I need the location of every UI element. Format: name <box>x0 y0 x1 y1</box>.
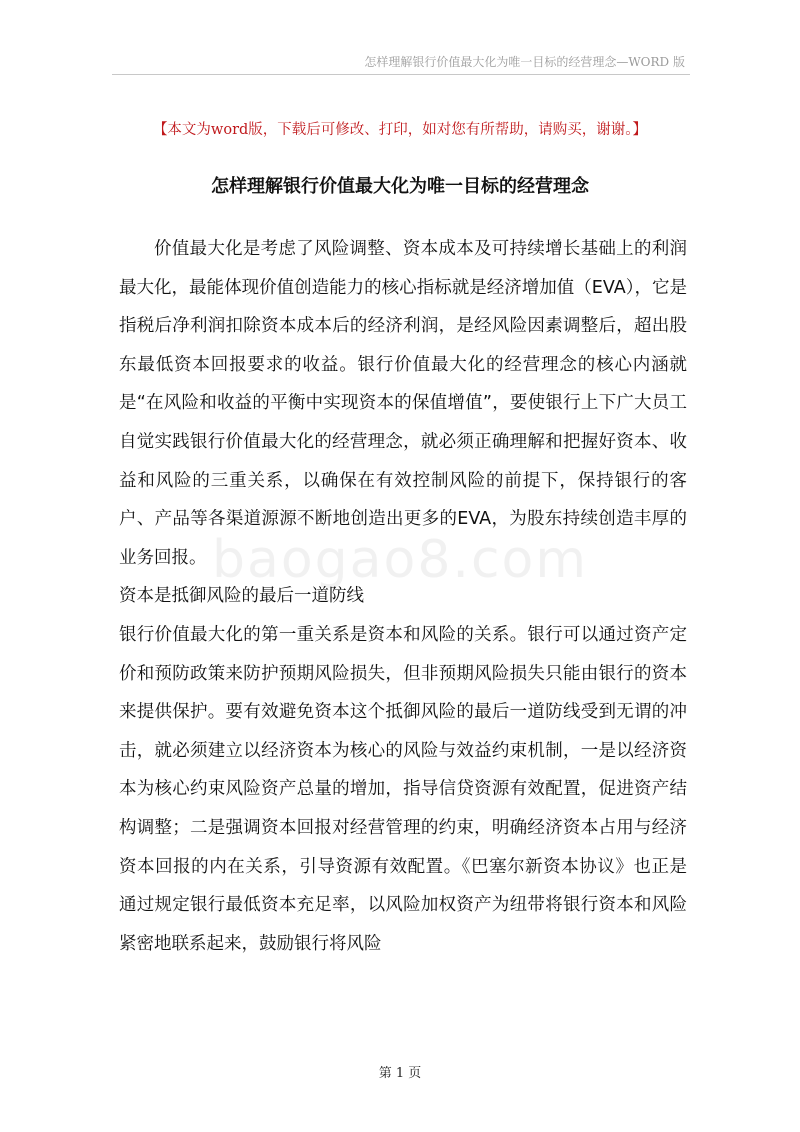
watermark: baogao8.com <box>211 530 589 590</box>
running-header: 怎样理解银行价值最大化为唯一目标的经营理念—WORD 版 <box>364 55 685 69</box>
document-title: 怎样理解银行价值最大化为唯一目标的经营理念 <box>211 176 589 197</box>
header-divider <box>112 74 690 75</box>
section-paragraph: 银行价值最大化的第一重关系是资本和风险的关系。银行可以通过资产定价和预防政策来防护预期风险损失，但非预期风险损失只能由银行的资本来提供保护。要有效避免资本这个抵御风险的最后一道防线受到无谓的冲击，就必须建立以经济资本为核心的风险与效益约束机制，一是以经济资本为核心约束风险资产总量的增加，指导信贷资源有效配置，促进资产结构调整；二是强调资本回报对经营管理的约束，明确经济资本占用与经济资本回报的内在关系，引导资源有效配置。《巴塞尔新资本协议》也正是通过规定银行最低资本充足率，以风险加权资产为纽带将银行资本和风险紧密地联系起来，鼓励银行将风险 <box>119 624 687 954</box>
document-body <box>119 230 687 963</box>
section-heading: 资本是抵御风险的最后一道防线 <box>119 586 364 607</box>
download-notice: 【本文为word版，下载后可修改、打印，如对您有所帮助，请购买，谢谢。】 <box>152 122 648 138</box>
intro-paragraph: 价值最大化是考虑了风险调整、资本成本及可持续增长基础上的利润最大化，最能体现价值创造能力的核心指标就是经济增加值（EVA），它是指税后净利润扣除资本成本后的经济利润，是经风险因素调整后，超出股东最低资本回报要求的收益。银行价值最大化的经营理念的核心内涵就是“在风险和收益的平衡中实现资本的保值增值”，要使银行上下广大员工自觉实践银行价值最大化的经营理念，就必须正确理解和把握好资本、收益和风险的三重关系，以确保在有效控制风险的前提下，保持银行的客户、产品等各渠道源源不断地创造出更多的EVA，为股东持续创造丰厚的业务回报。 <box>119 239 687 568</box>
page-number: 第 1 页 <box>378 1066 422 1081</box>
